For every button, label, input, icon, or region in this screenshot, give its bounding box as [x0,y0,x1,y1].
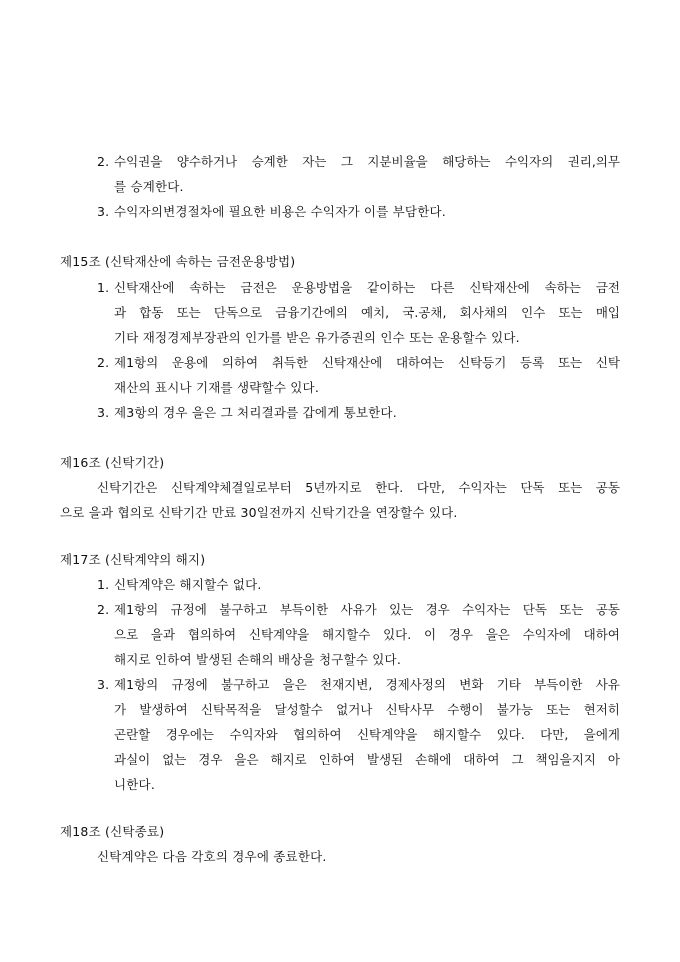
paragraph-line [114,154,620,170]
paragraph-line: 기타 재정경제부장관의 인가를 받은 유가증권의 인수 또는 운용할수 있다. [114,330,520,345]
paragraph-line [114,355,620,371]
word: 또는 [559,602,584,617]
word: 한다. [375,480,404,495]
word: 없거나 [336,702,373,717]
word: 또는 [176,305,201,320]
paragraph-line: 수익자의변경절차에 필요한 비용은 수익자가 이를 부담한다. [114,204,446,219]
word: 기타 [496,677,521,692]
word: 수익자는 [458,480,507,495]
word: 국.공채, [402,305,447,320]
word: 수익자와 [229,727,278,742]
word: 불구하고 [219,602,268,617]
word: 없는 [162,752,187,767]
word: 속하는 [544,280,581,295]
word: 달성할수 [274,702,323,717]
word: 대하여는 [395,355,445,370]
paragraph-line: 신탁계약은 다음 각호의 경우에 종료한다. [97,849,327,864]
paragraph-line [114,727,620,743]
word: 발생된 [366,752,404,767]
word: 또는 [558,480,583,495]
word: 예치, [361,305,390,320]
word: 다른 [430,280,455,295]
word: 을은 [282,677,307,692]
word: 을은 [485,627,510,642]
paragraph-line: 해지로 인하여 발생된 손해의 배상을 청구할수 있다. [114,652,401,667]
word: 가 [114,702,127,717]
word: 또는 [558,305,583,320]
word: 사유가 [340,602,377,617]
word: 발생하여 [139,702,188,717]
article-heading: 제16조 (신탁기간) [60,455,165,470]
word: 5년까지로 [305,480,362,495]
word: 과 [114,305,127,320]
word: 신탁재산에 [469,280,530,295]
paragraph-line: 재산의 표시나 기재를 생략할수 있다. [114,380,319,395]
paragraph-line [114,602,620,618]
word: 제1항의 [114,602,159,617]
word: 공동 [595,480,620,495]
word: 수익권을 [114,154,163,169]
item-number: 1. [97,577,110,592]
word: 있다. [496,727,525,742]
word: 과실이 [114,752,151,767]
word: 등록 [520,355,545,370]
word: 속하는 [189,280,226,295]
word: 수행이 [447,702,484,717]
word: 이 [423,627,437,642]
word: 같이하는 [367,280,416,295]
word: 다만, [540,727,569,742]
word: 부득이한 [534,677,583,692]
word: 단독 [522,602,547,617]
word: 협의하여 [293,727,342,742]
word: 을과 [150,627,176,642]
word: 의하여 [221,355,259,370]
paragraph-line: 제3항의 경우 을은 그 처리결과를 갑에게 통보한다. [114,405,397,420]
item-number: 3. [97,204,110,219]
word: 해당하는 [442,154,491,169]
word: 수익자에 [522,627,571,642]
paragraph-line [114,280,620,296]
paragraph-line: 으로 을과 협의로 신탁기간 만료 30일전까지 신탁기간을 연장할수 있다. [60,505,458,520]
word: 또는 [546,702,571,717]
word: 경우 [425,602,450,617]
word: 자는 [302,154,327,169]
word: 신탁재산에 [321,355,383,370]
item-number: 3. [97,677,110,692]
word: 신탁사무 [385,702,434,717]
word: 해지할수 [432,727,482,742]
paragraph-line: 를 승계한다. [114,179,184,194]
article-heading: 제18조 (신탁종료) [60,824,165,839]
item-number: 2. [97,602,110,617]
paragraph-line [114,752,620,768]
word: 신탁계약체결일로부터 [170,480,292,495]
article-heading: 제15조 (신탁재산에 속하는 금전운용방법) [60,254,296,269]
word: 을에게 [583,727,620,742]
word: 불구하고 [220,677,270,692]
paragraph-line [114,677,620,693]
word: 현저히 [583,702,620,717]
word: 단독으로 [213,305,263,320]
word: 부득이한 [279,602,329,617]
word: 금융기간에의 [275,305,348,320]
word: 신탁기간은 [97,480,158,495]
word: 대하여 [463,752,500,767]
word: 해지로 [270,752,307,767]
word: 회사채의 [459,305,508,320]
item-number: 2. [97,154,110,169]
word: 매입 [595,305,620,320]
word: 규정에 [170,602,207,617]
word: 다만, [416,480,445,495]
word: 책임을지지 [535,752,596,767]
word: 변화 [459,677,484,692]
word: 협의하여 [187,627,237,642]
paragraph-line: 신탁계약은 해지할수 없다. [114,577,262,592]
word: 경우 [198,752,223,767]
article-heading: 제17조 (신탁계약의 해지) [60,552,206,567]
word: 손해에 [415,752,452,767]
word: 금전 [595,280,620,295]
word: 곤란할 [114,727,151,742]
word: 있다. [383,627,412,642]
word: 공동 [595,602,620,617]
word: 신탁계약을 [356,727,418,742]
word: 지분비율을 [367,154,428,169]
word: 불가능 [496,702,533,717]
word: 경제사정의 [385,677,446,692]
word: 대하여 [583,627,620,642]
word: 규정에 [171,677,208,692]
item-number: 3. [97,405,110,420]
word: 해지할수 [322,627,371,642]
word: 천재지변, [320,677,373,692]
paragraph-line [114,305,620,321]
word: 있는 [389,602,414,617]
word: 아 [607,752,620,767]
word: 그 [340,154,353,169]
word: 수익자의 [504,154,554,169]
paragraph-line [114,702,620,718]
word: 수익자는 [462,602,511,617]
word: 신탁등기 [458,355,507,370]
word: 신탁 [595,355,620,370]
word: 으로 [114,627,139,642]
word: 운용방법을 [291,280,353,295]
word: 합동 [139,305,164,320]
word: 사유 [595,677,620,692]
word: 금전은 [240,280,277,295]
word: 신탁목적을 [200,702,262,717]
word: 신탁재산에 [114,280,175,295]
word: 신탁계약을 [248,627,310,642]
word: 운용에 [171,355,209,370]
word: 경우에는 [165,727,214,742]
word: 제1항의 [114,355,159,370]
word: 양수하거나 [176,154,238,169]
word: 그 [511,752,524,767]
word: 인하여 [318,752,355,767]
word: 단독 [520,480,545,495]
word: 제1항의 [114,677,159,692]
word: 권리,의무 [567,154,620,169]
word: 인수 [521,305,546,320]
word: 승계한 [251,154,288,169]
paragraph-line [97,480,620,496]
word: 또는 [557,355,583,370]
paragraph-line: 니한다. [114,777,155,792]
item-number: 1. [97,280,110,295]
word: 경우 [448,627,473,642]
word: 을은 [234,752,259,767]
item-number: 2. [97,355,110,370]
word: 취득한 [271,355,309,370]
paragraph-line [114,627,620,643]
